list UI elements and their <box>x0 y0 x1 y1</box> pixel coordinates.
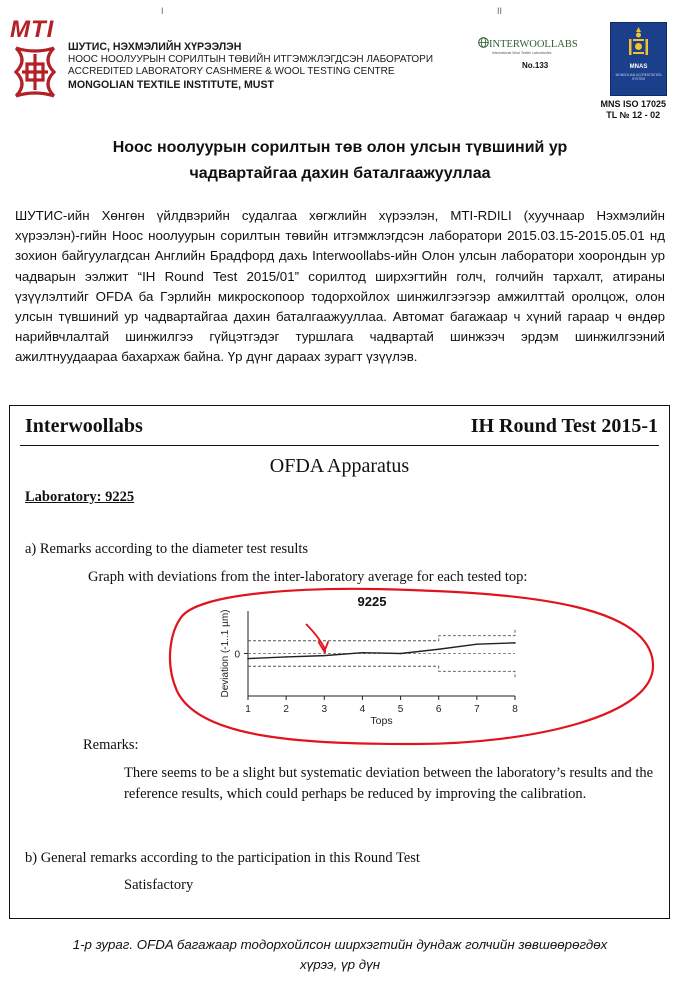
x-tick-label: 1 <box>245 704 251 715</box>
caption-line: хүрээ, үр дүн <box>299 957 381 972</box>
header-line: НООС НООЛУУРЫН СОРИЛТЫН ТӨВИЙН ИТГЭМЖЛЭГДСЭН ЛАБОРАТОРИ <box>68 53 433 65</box>
deviation-point <box>476 643 478 645</box>
x-tick-label: 5 <box>397 704 404 715</box>
round-test-report <box>9 405 670 919</box>
mti-logo <box>10 18 60 102</box>
deviation-point <box>247 658 249 660</box>
interwoollabs-number: No.133 <box>522 61 549 70</box>
lower-limit-line <box>248 666 515 679</box>
interwoollabs-logo <box>478 37 590 70</box>
header-line: MONGOLIAN TEXTILE INSTITUTE, MUST <box>68 78 274 91</box>
upper-limit-line <box>248 628 515 641</box>
report-apparatus: OFDA Apparatus <box>269 455 410 477</box>
mti-logo-text: MTI <box>10 16 55 43</box>
interwoollabs-name: INTERWOOLLABS <box>489 39 578 50</box>
mnas-subtitle: MONGOLIAN ACCREDITATION SYSTEM <box>615 73 662 81</box>
mnas-abbr: MNAS <box>629 64 648 70</box>
page-mark: I <box>161 6 164 16</box>
header-line: ШУТИС, НЭХМЭЛИЙН ХҮРЭЭЛЭН <box>68 41 242 53</box>
report-organization: Interwoollabs <box>25 415 143 437</box>
report-section-b: b) General remarks according to the participation in this Round Test <box>25 850 420 866</box>
report-section-a: a) Remarks according to the diameter test results <box>25 541 309 557</box>
iso-certificate-no: TL № 12 - 02 <box>606 110 661 120</box>
y-tick-label: 0 <box>234 649 240 661</box>
y-axis-label: Deviation (-1..1 µm) <box>220 609 231 698</box>
x-tick-label: 8 <box>512 704 518 715</box>
iso-accreditation <box>600 99 666 121</box>
title-line: Ноос ноолуурын сорилтын төв олон улсын түвшиний ур <box>112 139 568 156</box>
title-line: чадвартайгаа дахин баталгаажууллаа <box>189 165 491 182</box>
deviation-series-line <box>248 643 515 659</box>
x-tick-label: 2 <box>283 704 289 715</box>
interwoollabs-subtitle: International Wool Textile Laboratories <box>492 51 552 55</box>
report-remarks-text: There seems to be a slight but systematic deviation between the laboratory’s results and the reference results, which could perhaps be reduced by improving the calibration. <box>124 765 654 802</box>
deviation-point <box>438 648 440 650</box>
deviation-point <box>514 642 516 644</box>
deviation-point <box>323 655 325 657</box>
article-title <box>30 135 650 187</box>
institute-header <box>68 41 433 91</box>
page-mark: II <box>497 6 503 16</box>
x-tick-label: 6 <box>435 704 442 715</box>
report-remarks-heading: Remarks: <box>83 737 139 753</box>
report-test-name: IH Round Test 2015-1 <box>470 415 658 437</box>
report-laboratory: Laboratory: 9225 <box>25 489 135 505</box>
x-tick-label: 3 <box>321 704 328 715</box>
soyombo-icon <box>611 23 666 63</box>
caption-line: 1-р зураг. OFDA багажаар тодорхойлсон ширхэгтийн дундаж голчийн зөвшөөрөгдөх <box>72 937 608 952</box>
iso-standard: MNS ISO 17025 <box>600 99 666 109</box>
figure-caption <box>0 935 680 975</box>
globe-icon <box>478 37 489 48</box>
x-axis-label: Tops <box>370 715 393 727</box>
deviation-point <box>285 656 287 658</box>
header-line: ACCREDITED LABORATORY CASHMERE & WOOL TESTING CENTRE <box>68 66 395 77</box>
report-graph-caption: Graph with deviations from the inter-laboratory average for each tested top: <box>88 569 528 585</box>
chart-title: 9225 <box>357 594 387 609</box>
mnas-logo <box>610 22 667 96</box>
report-general-remark: Satisfactory <box>124 877 194 893</box>
highlight-oval <box>170 589 653 744</box>
x-tick-label: 4 <box>359 704 366 715</box>
deviation-point <box>362 652 364 654</box>
deviation-chart <box>10 406 669 918</box>
article-body: ШУТИС-ийн Хөнгөн үйлдвэрийн судалгаа хөгжлийн хүрээлэн, MTI-RDILI (хуучнаар Нэхмэлийн хүрээлэн)-гийн Ноос ноолуурын сорилтын төвийн итгэмжлэгдсэн лаборатори 2015.03.15-2015.05.01 нд зохион байгуулагдсан Английн Брадфорд дахь Interwoollabs-ийн Олон улсын лаборатори хоорондын ур чадварын ээлжит “IH Round Test 2015/01” сорилтод ширхэгтийн голч, голчийн тархалт, атираны үзүүлэлтийг OFDA ба Гэрлийн микроскопоор тодорхойлох шинжилгээгээр амжилттай оролцож, олон улсын түвшиний ур чадвартайгаа дахин баталгаажууллаа. Автомат багажаар ч хүний гараар ч өндөр нарийвчлалтай шинжилгээ гүйцэтгэдэг туршлага чадвартай шинжээч эрдэм шинжилгээний ажилтнуудаараа бахархаж байна. Үр дүнг дараах зурагт үзүүлэв. <box>15 208 665 365</box>
mti-knot-icon <box>10 42 60 100</box>
deviation-point <box>400 653 402 655</box>
x-tick-label: 7 <box>474 704 480 715</box>
